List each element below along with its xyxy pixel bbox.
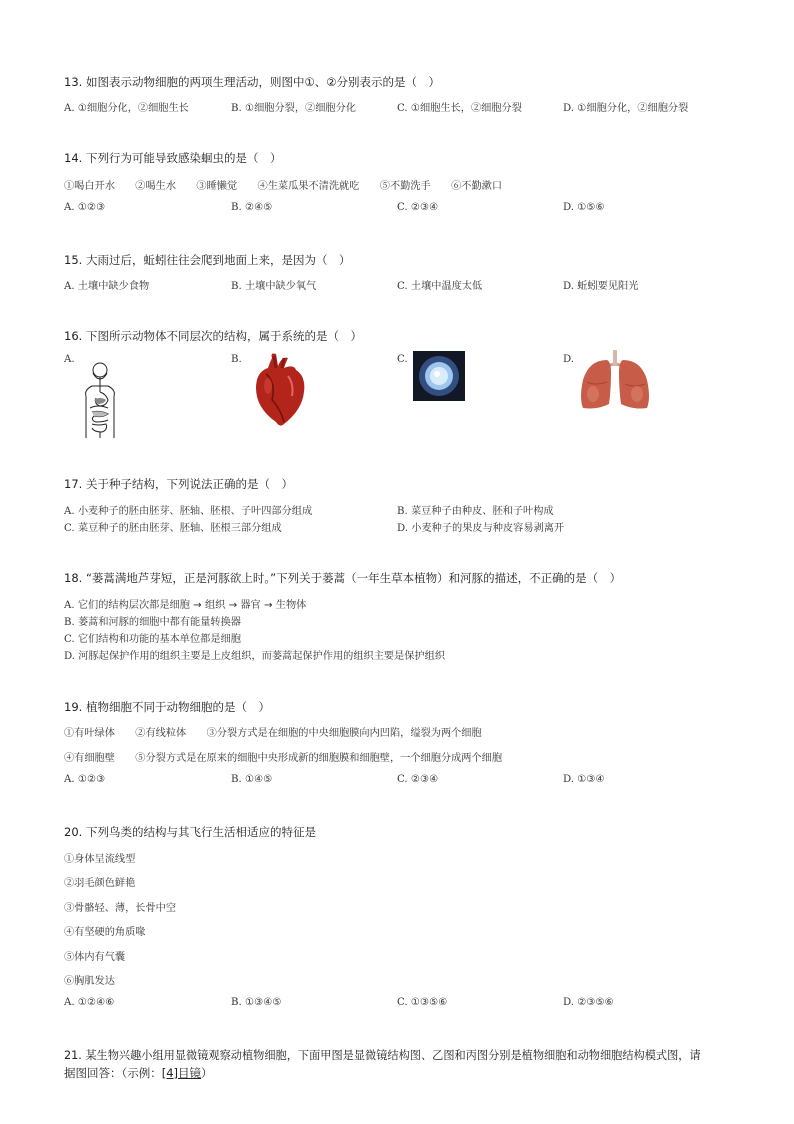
q19-items-line1: ①有叶绿体 ②有线粒体 ③分裂方式是在细胞的中央细胞膜向内凹陷，缢裂为两个细胞 bbox=[64, 728, 482, 739]
q20-option-d: D. ②③⑤⑥ bbox=[563, 997, 614, 1008]
q18-option-b: B. 蒌蒿和河豚的细胞中都有能量转换器 bbox=[64, 617, 241, 628]
q19-option-c: C. ②③④ bbox=[397, 774, 439, 785]
arrow-icon: → bbox=[193, 600, 202, 611]
q20-item-2: ②羽毛颜色鲜艳 bbox=[64, 878, 136, 889]
q14-option-b: B. ②④⑤ bbox=[231, 202, 273, 213]
question-17-stem: 17. 关于种子结构，下列说法正确的是（ ） bbox=[64, 477, 293, 491]
q16-option-a: A. bbox=[64, 354, 75, 365]
q13-option-b: B. ①细胞分裂，②细胞分化 bbox=[231, 103, 356, 114]
q20-item-4: ④有坚硬的角质喙 bbox=[64, 927, 146, 938]
q17-option-a: A. 小麦种子的胚由胚芽、胚轴、胚根、子叶四部分组成 bbox=[64, 506, 313, 517]
question-19-stem: 19. 植物细胞不同于动物细胞的是（ ） bbox=[64, 700, 270, 714]
q18-option-d: D. 河豚起保护作用的组织主要是上皮组织，而蒌蒿起保护作用的组织主要是保护组织 bbox=[64, 651, 446, 662]
q20-option-b: B. ①③④⑤ bbox=[231, 997, 282, 1008]
q15-option-a: A. 土壤中缺少食物 bbox=[64, 281, 150, 292]
q20-item-1: ①身体呈流线型 bbox=[64, 854, 136, 865]
cell-icon bbox=[413, 351, 465, 405]
q19-option-d: D. ①③④ bbox=[563, 774, 605, 785]
q20-option-a: A. ①②④⑥ bbox=[64, 997, 115, 1008]
q21-example: [4]目镜 bbox=[161, 1066, 202, 1080]
q18-a-text: A. 它们的结构层次都是细胞 bbox=[64, 600, 190, 611]
question-13-stem: 13. 如图表示动物细胞的两项生理活动，则图中①、②分别表示的是（ ） bbox=[64, 75, 441, 89]
q15-option-d: D. 蚯蚓要见阳光 bbox=[563, 281, 639, 292]
q20-item-5: ⑤体内有气囊 bbox=[64, 952, 126, 963]
q16-option-d: D. bbox=[563, 354, 575, 365]
q15-option-b: B. 土壤中缺少氧气 bbox=[231, 281, 317, 292]
digestive-system-icon bbox=[80, 360, 136, 446]
q15-option-c: C. 土壤中温度太低 bbox=[397, 281, 483, 292]
q18-a-organ: 器官 bbox=[240, 600, 261, 611]
q14-items: ①喝白开水 ②喝生水 ③睡懒觉 ④生菜瓜果不清洗就吃 ⑤不勤洗手 ⑥不勤漱口 bbox=[64, 181, 503, 192]
q18-option-c: C. 它们结构和功能的基本单位都是细胞 bbox=[64, 634, 241, 645]
q18-option-a bbox=[64, 596, 306, 611]
q17-option-d: D. 小麦种子的果皮与种皮容易剥离开 bbox=[397, 523, 565, 534]
question-21-stem: 21. 某生物兴趣小组用显微镜观察动植物细胞，下面甲图是显微镜结构图、乙图和丙图分别是植物细胞和动物细胞结构模式图，请 bbox=[64, 1049, 701, 1062]
q13-option-a: A. ①细胞分化，②细胞生长 bbox=[64, 103, 189, 114]
question-15-stem: 15. 大雨过后，蚯蚓往往会爬到地面上来，是因为（ ） bbox=[64, 253, 351, 267]
q16-option-c: C. bbox=[397, 354, 408, 365]
q14-option-d: D. ①⑤⑥ bbox=[563, 202, 605, 213]
q19-items-line2: ④有细胞壁 ⑤分裂方式是在原来的细胞中央形成新的细胞膜和细胞壁，一个细胞分成两个细胞 bbox=[64, 753, 503, 764]
q20-item-6: ⑥胸肌发达 bbox=[64, 976, 115, 987]
q13-option-d: D. ①细胞分化，②细胞分裂 bbox=[563, 103, 689, 114]
q14-option-a: A. ①②③ bbox=[64, 202, 106, 213]
arrow-icon: → bbox=[228, 600, 238, 611]
q17-option-b: B. 菜豆种子由种皮、胚和子叶构成 bbox=[397, 506, 554, 517]
q16-option-b: B. bbox=[231, 354, 242, 365]
question-21-stem-line2 bbox=[64, 1065, 213, 1081]
q21-prompt: 据图回答：（示例： bbox=[64, 1066, 162, 1080]
q20-option-c: C. ①③⑤⑥ bbox=[397, 997, 448, 1008]
q21-prompt-end: ） bbox=[201, 1066, 213, 1080]
q18-a-tissue: 组织 bbox=[204, 600, 226, 611]
q18-a-organism: 生物体 bbox=[275, 600, 307, 611]
question-20-stem: 20. 下列鸟类的结构与其飞行生活相适应的特征是 bbox=[64, 825, 316, 839]
q19-option-a: A. ①②③ bbox=[64, 774, 106, 785]
q17-option-c: C. 菜豆种子的胚由胚芽、胚轴、胚根三部分组成 bbox=[64, 523, 282, 534]
q20-item-3: ③骨骼轻、薄，长骨中空 bbox=[64, 903, 177, 914]
q13-option-c: C. ①细胞生长，②细胞分裂 bbox=[397, 103, 522, 114]
heart-icon bbox=[250, 352, 312, 432]
question-16-stem: 16. 下图所示动物体不同层次的结构，属于系统的是（ ） bbox=[64, 329, 362, 343]
lungs-icon bbox=[577, 350, 653, 414]
q19-option-b: B. ①④⑤ bbox=[231, 774, 273, 785]
arrow-icon: → bbox=[264, 600, 273, 611]
question-18-stem: 18. “蒌蒿满地芦芽短，正是河豚欲上时。”下列关于蒌蒿（一年生草本植物）和河豚的描述，不正确的是（ ） bbox=[64, 571, 622, 585]
q14-option-c: C. ②③④ bbox=[397, 202, 439, 213]
question-14-stem: 14. 下列行为可能导致感染蛔虫的是（ ） bbox=[64, 151, 282, 165]
